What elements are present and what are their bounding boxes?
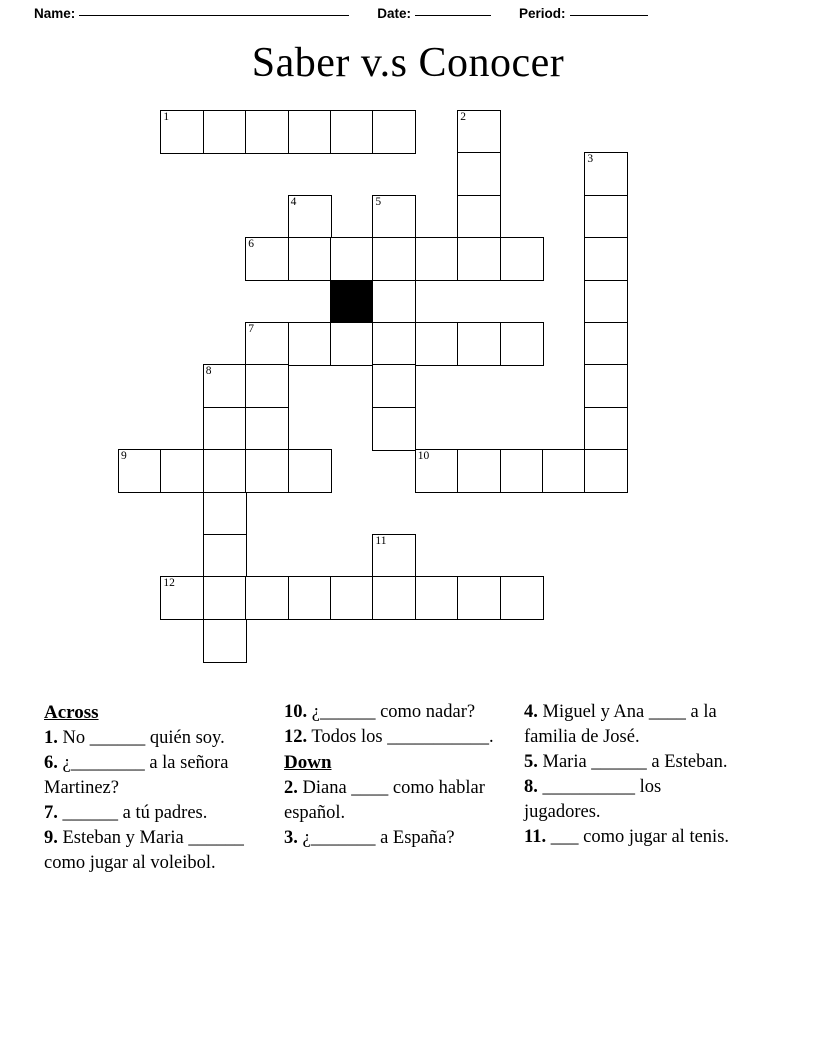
grid-cell[interactable] bbox=[584, 449, 628, 493]
grid-cell-number: 9 bbox=[121, 450, 127, 463]
clue-number: 2. bbox=[284, 778, 298, 798]
grid-cell[interactable] bbox=[457, 110, 501, 154]
clue-text: ___ como jugar al tenis. bbox=[546, 827, 730, 847]
clue-across-12 bbox=[284, 725, 502, 750]
clue-number: 7. bbox=[44, 803, 58, 823]
grid-cell[interactable] bbox=[584, 364, 628, 408]
clue-text: Miguel y Ana ____ a la familia de José. bbox=[524, 702, 717, 747]
grid-cell[interactable] bbox=[584, 322, 628, 366]
grid-cell[interactable] bbox=[372, 322, 416, 366]
grid-cell[interactable] bbox=[457, 152, 501, 196]
grid-cell[interactable] bbox=[372, 576, 416, 620]
clue-text: Esteban y Maria ______ como jugar al voleibol. bbox=[44, 828, 244, 873]
grid-cell[interactable] bbox=[372, 110, 416, 154]
grid-cell[interactable] bbox=[457, 576, 501, 620]
grid-cell-number: 1 bbox=[163, 111, 170, 123]
grid-cell[interactable] bbox=[415, 237, 459, 281]
grid-cell[interactable] bbox=[457, 449, 501, 493]
grid-cell[interactable] bbox=[500, 576, 544, 620]
grid-cell[interactable] bbox=[288, 322, 332, 366]
grid-cell-number: 3 bbox=[587, 153, 594, 166]
grid-cell[interactable] bbox=[372, 237, 416, 281]
grid-cell[interactable] bbox=[203, 110, 247, 154]
clue-number: 10. bbox=[284, 702, 308, 722]
grid-cell-blocked bbox=[330, 280, 374, 324]
clue-number: 11. bbox=[524, 827, 547, 847]
grid-cell[interactable] bbox=[203, 619, 247, 663]
grid-cell[interactable] bbox=[584, 195, 628, 239]
grid-cell-number: 12 bbox=[163, 577, 175, 590]
page-title: Saber v.s Conocer bbox=[251, 40, 565, 86]
clue-down-5 bbox=[524, 750, 742, 775]
clue-down-3 bbox=[284, 826, 502, 851]
clue-number: 6. bbox=[44, 753, 58, 773]
clue-text: No ______ quién soy. bbox=[57, 728, 225, 748]
clue-across-7 bbox=[44, 801, 262, 826]
grid-cell[interactable] bbox=[330, 576, 374, 620]
grid-cell[interactable] bbox=[245, 576, 289, 620]
date-blank-line[interactable] bbox=[415, 15, 491, 16]
grid-cell-number: 10 bbox=[417, 450, 430, 463]
grid-cell[interactable] bbox=[245, 449, 289, 493]
date-field bbox=[377, 6, 491, 21]
clue-number: 1. bbox=[44, 728, 58, 748]
grid-cell[interactable] bbox=[500, 237, 544, 281]
grid-cell[interactable] bbox=[203, 364, 247, 408]
clue-across-6 bbox=[44, 751, 262, 801]
grid-cell[interactable] bbox=[288, 237, 332, 281]
grid-cell[interactable] bbox=[203, 449, 247, 493]
grid-cell[interactable] bbox=[500, 322, 544, 366]
grid-cell[interactable] bbox=[372, 195, 416, 239]
clue-number: 9. bbox=[44, 828, 58, 848]
clue-text: Maria ______ a Esteban. bbox=[537, 752, 728, 772]
clue-down-2 bbox=[284, 776, 502, 826]
grid-cell[interactable] bbox=[203, 576, 247, 620]
clues-column-1 bbox=[44, 700, 262, 876]
grid-cell[interactable] bbox=[330, 237, 374, 281]
clue-across-10 bbox=[284, 700, 502, 725]
period-label: Period: bbox=[519, 5, 566, 21]
clue-down-11 bbox=[524, 825, 742, 850]
grid-cell[interactable] bbox=[118, 449, 162, 493]
grid-cell[interactable] bbox=[584, 152, 628, 196]
clue-number: 5. bbox=[524, 752, 538, 772]
grid-cell[interactable] bbox=[584, 280, 628, 324]
across-heading: Across bbox=[44, 702, 99, 723]
period-field bbox=[519, 6, 648, 21]
grid-cell-number: 7 bbox=[248, 323, 254, 335]
clue-number: 12. bbox=[284, 727, 308, 747]
grid-cell[interactable] bbox=[372, 364, 416, 408]
grid-cell[interactable] bbox=[372, 280, 416, 324]
period-blank-line[interactable] bbox=[570, 15, 648, 16]
grid-cell[interactable] bbox=[288, 576, 332, 620]
clue-across-1 bbox=[44, 726, 262, 751]
grid-cell-number: 2 bbox=[460, 111, 466, 123]
clue-text: ¿______ como nadar? bbox=[307, 702, 476, 722]
grid-cell-number: 6 bbox=[248, 238, 254, 251]
grid-cell[interactable] bbox=[457, 195, 501, 239]
clue-text: Todos los ___________. bbox=[307, 727, 494, 747]
grid-cell[interactable] bbox=[288, 195, 332, 239]
grid-cell[interactable] bbox=[288, 449, 332, 493]
grid-cell[interactable] bbox=[245, 110, 289, 154]
date-label: Date: bbox=[377, 5, 412, 21]
grid-cell[interactable] bbox=[457, 322, 501, 366]
clues-section bbox=[44, 700, 774, 970]
grid-cell[interactable] bbox=[415, 322, 459, 366]
clue-text: __________ los jugadores. bbox=[524, 777, 662, 822]
grid-cell[interactable] bbox=[203, 534, 247, 578]
clue-text: ¿________ a la señora Martinez? bbox=[44, 753, 229, 798]
grid-cell[interactable] bbox=[160, 449, 204, 493]
clue-down-8 bbox=[524, 775, 742, 825]
grid-cell[interactable] bbox=[372, 407, 416, 451]
grid-cell[interactable] bbox=[584, 237, 628, 281]
grid-cell[interactable] bbox=[160, 576, 204, 620]
clue-number: 4. bbox=[524, 702, 538, 722]
clues-column-3 bbox=[524, 700, 742, 850]
name-field bbox=[34, 6, 349, 21]
grid-cell[interactable] bbox=[245, 407, 289, 451]
clue-across-9 bbox=[44, 826, 262, 876]
clue-down-4 bbox=[524, 700, 742, 750]
grid-cell-number: 5 bbox=[375, 195, 382, 208]
grid-cell[interactable] bbox=[330, 322, 374, 366]
grid-cell[interactable] bbox=[500, 449, 544, 493]
worksheet-header bbox=[0, 0, 816, 26]
crossword-grid bbox=[0, 104, 816, 696]
grid-cell[interactable] bbox=[288, 110, 332, 154]
grid-cell[interactable] bbox=[245, 237, 289, 281]
grid-cell[interactable] bbox=[203, 492, 247, 536]
name-label: Name: bbox=[34, 5, 76, 21]
clue-text: ______ a tú padres. bbox=[57, 803, 208, 823]
grid-cell[interactable] bbox=[415, 576, 459, 620]
grid-cell[interactable] bbox=[372, 534, 416, 578]
grid-cell[interactable] bbox=[245, 364, 289, 408]
grid-cell[interactable] bbox=[415, 449, 459, 493]
clue-number: 8. bbox=[524, 777, 538, 797]
grid-cell-number: 8 bbox=[205, 365, 212, 378]
grid-cell-number: 11 bbox=[375, 535, 387, 547]
grid-cell[interactable] bbox=[584, 407, 628, 451]
clues-column-2 bbox=[284, 700, 502, 851]
grid-cell-number: 4 bbox=[290, 195, 297, 208]
name-blank-line[interactable] bbox=[79, 15, 349, 16]
grid-cell[interactable] bbox=[203, 407, 247, 451]
down-heading: Down bbox=[284, 752, 332, 773]
clue-text: Diana ____ como hablar español. bbox=[284, 778, 485, 823]
grid-cell[interactable] bbox=[160, 110, 204, 154]
grid-cell[interactable] bbox=[542, 449, 586, 493]
clue-text: ¿_______ a España? bbox=[297, 828, 455, 848]
grid-cell[interactable] bbox=[245, 322, 289, 366]
grid-cell[interactable] bbox=[457, 237, 501, 281]
grid-cell[interactable] bbox=[330, 110, 374, 154]
clue-number: 3. bbox=[284, 828, 298, 848]
